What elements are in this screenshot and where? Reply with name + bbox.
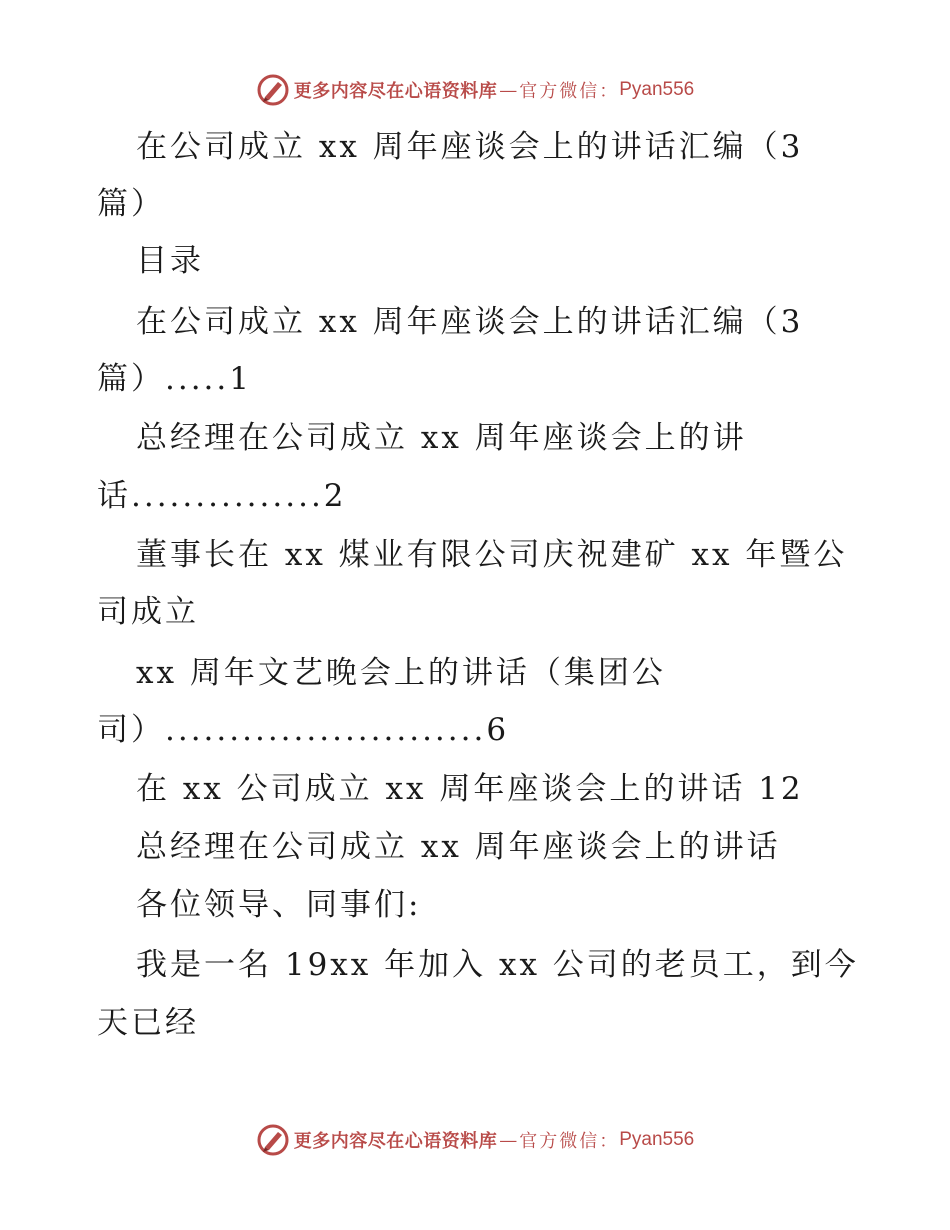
pen-logo-icon xyxy=(256,1123,290,1157)
doc-title-line-1: 在公司成立 xx 周年座谈会上的讲话汇编（3 xyxy=(136,129,804,165)
toc-entry-2-line-1: 总经理在公司成立 xx 周年座谈会上的讲 xyxy=(136,420,747,456)
doc-title-line-2: 篇） xyxy=(97,186,165,222)
watermark-wechat-id: Pyan556 xyxy=(619,1129,695,1150)
body-paragraph-line-2: 天已经 xyxy=(97,1005,199,1041)
body-paragraph-line-1: 我是一名 19xx 年加入 xx 公司的老员工，到今 xyxy=(136,947,859,983)
toc-entry-1-line-2: 篇）.....1 xyxy=(97,361,252,397)
toc-entry-3-line-1: 董事长在 xx 煤业有限公司庆祝建矿 xx 年暨公 xyxy=(136,537,848,573)
pen-logo-icon xyxy=(256,73,290,107)
watermark-dash: — xyxy=(499,79,518,101)
section-heading: 总经理在公司成立 xx 周年座谈会上的讲话 xyxy=(136,829,781,865)
watermark-site-text: 更多内容尽在心语资料库 xyxy=(293,1131,498,1152)
toc-entry-3-line-3: xx 周年文艺晚会上的讲话（集团公 xyxy=(136,655,666,691)
footer-watermark xyxy=(0,1120,950,1160)
toc-entry-2-line-2: 话...............2 xyxy=(97,478,347,514)
salutation: 各位领导、同事们: xyxy=(136,887,422,923)
toc-entry-1-line-1: 在公司成立 xx 周年座谈会上的讲话汇编（3 xyxy=(136,304,804,340)
toc-heading: 目录 xyxy=(136,243,204,279)
toc-entry-3-line-4: 司）.........................6 xyxy=(97,712,510,748)
toc-entry-4: 在 xx 公司成立 xx 周年座谈会上的讲话 12 xyxy=(136,771,804,807)
toc-entry-3-line-2: 司成立 xyxy=(97,594,199,630)
header-watermark xyxy=(0,70,950,110)
watermark-site-text: 更多内容尽在心语资料库 xyxy=(293,81,498,102)
watermark-dash: — xyxy=(499,1129,518,1151)
watermark-official-label: 官方微信： xyxy=(519,1131,620,1152)
watermark-wechat-id: Pyan556 xyxy=(619,79,695,100)
watermark-official-label: 官方微信： xyxy=(519,81,620,102)
